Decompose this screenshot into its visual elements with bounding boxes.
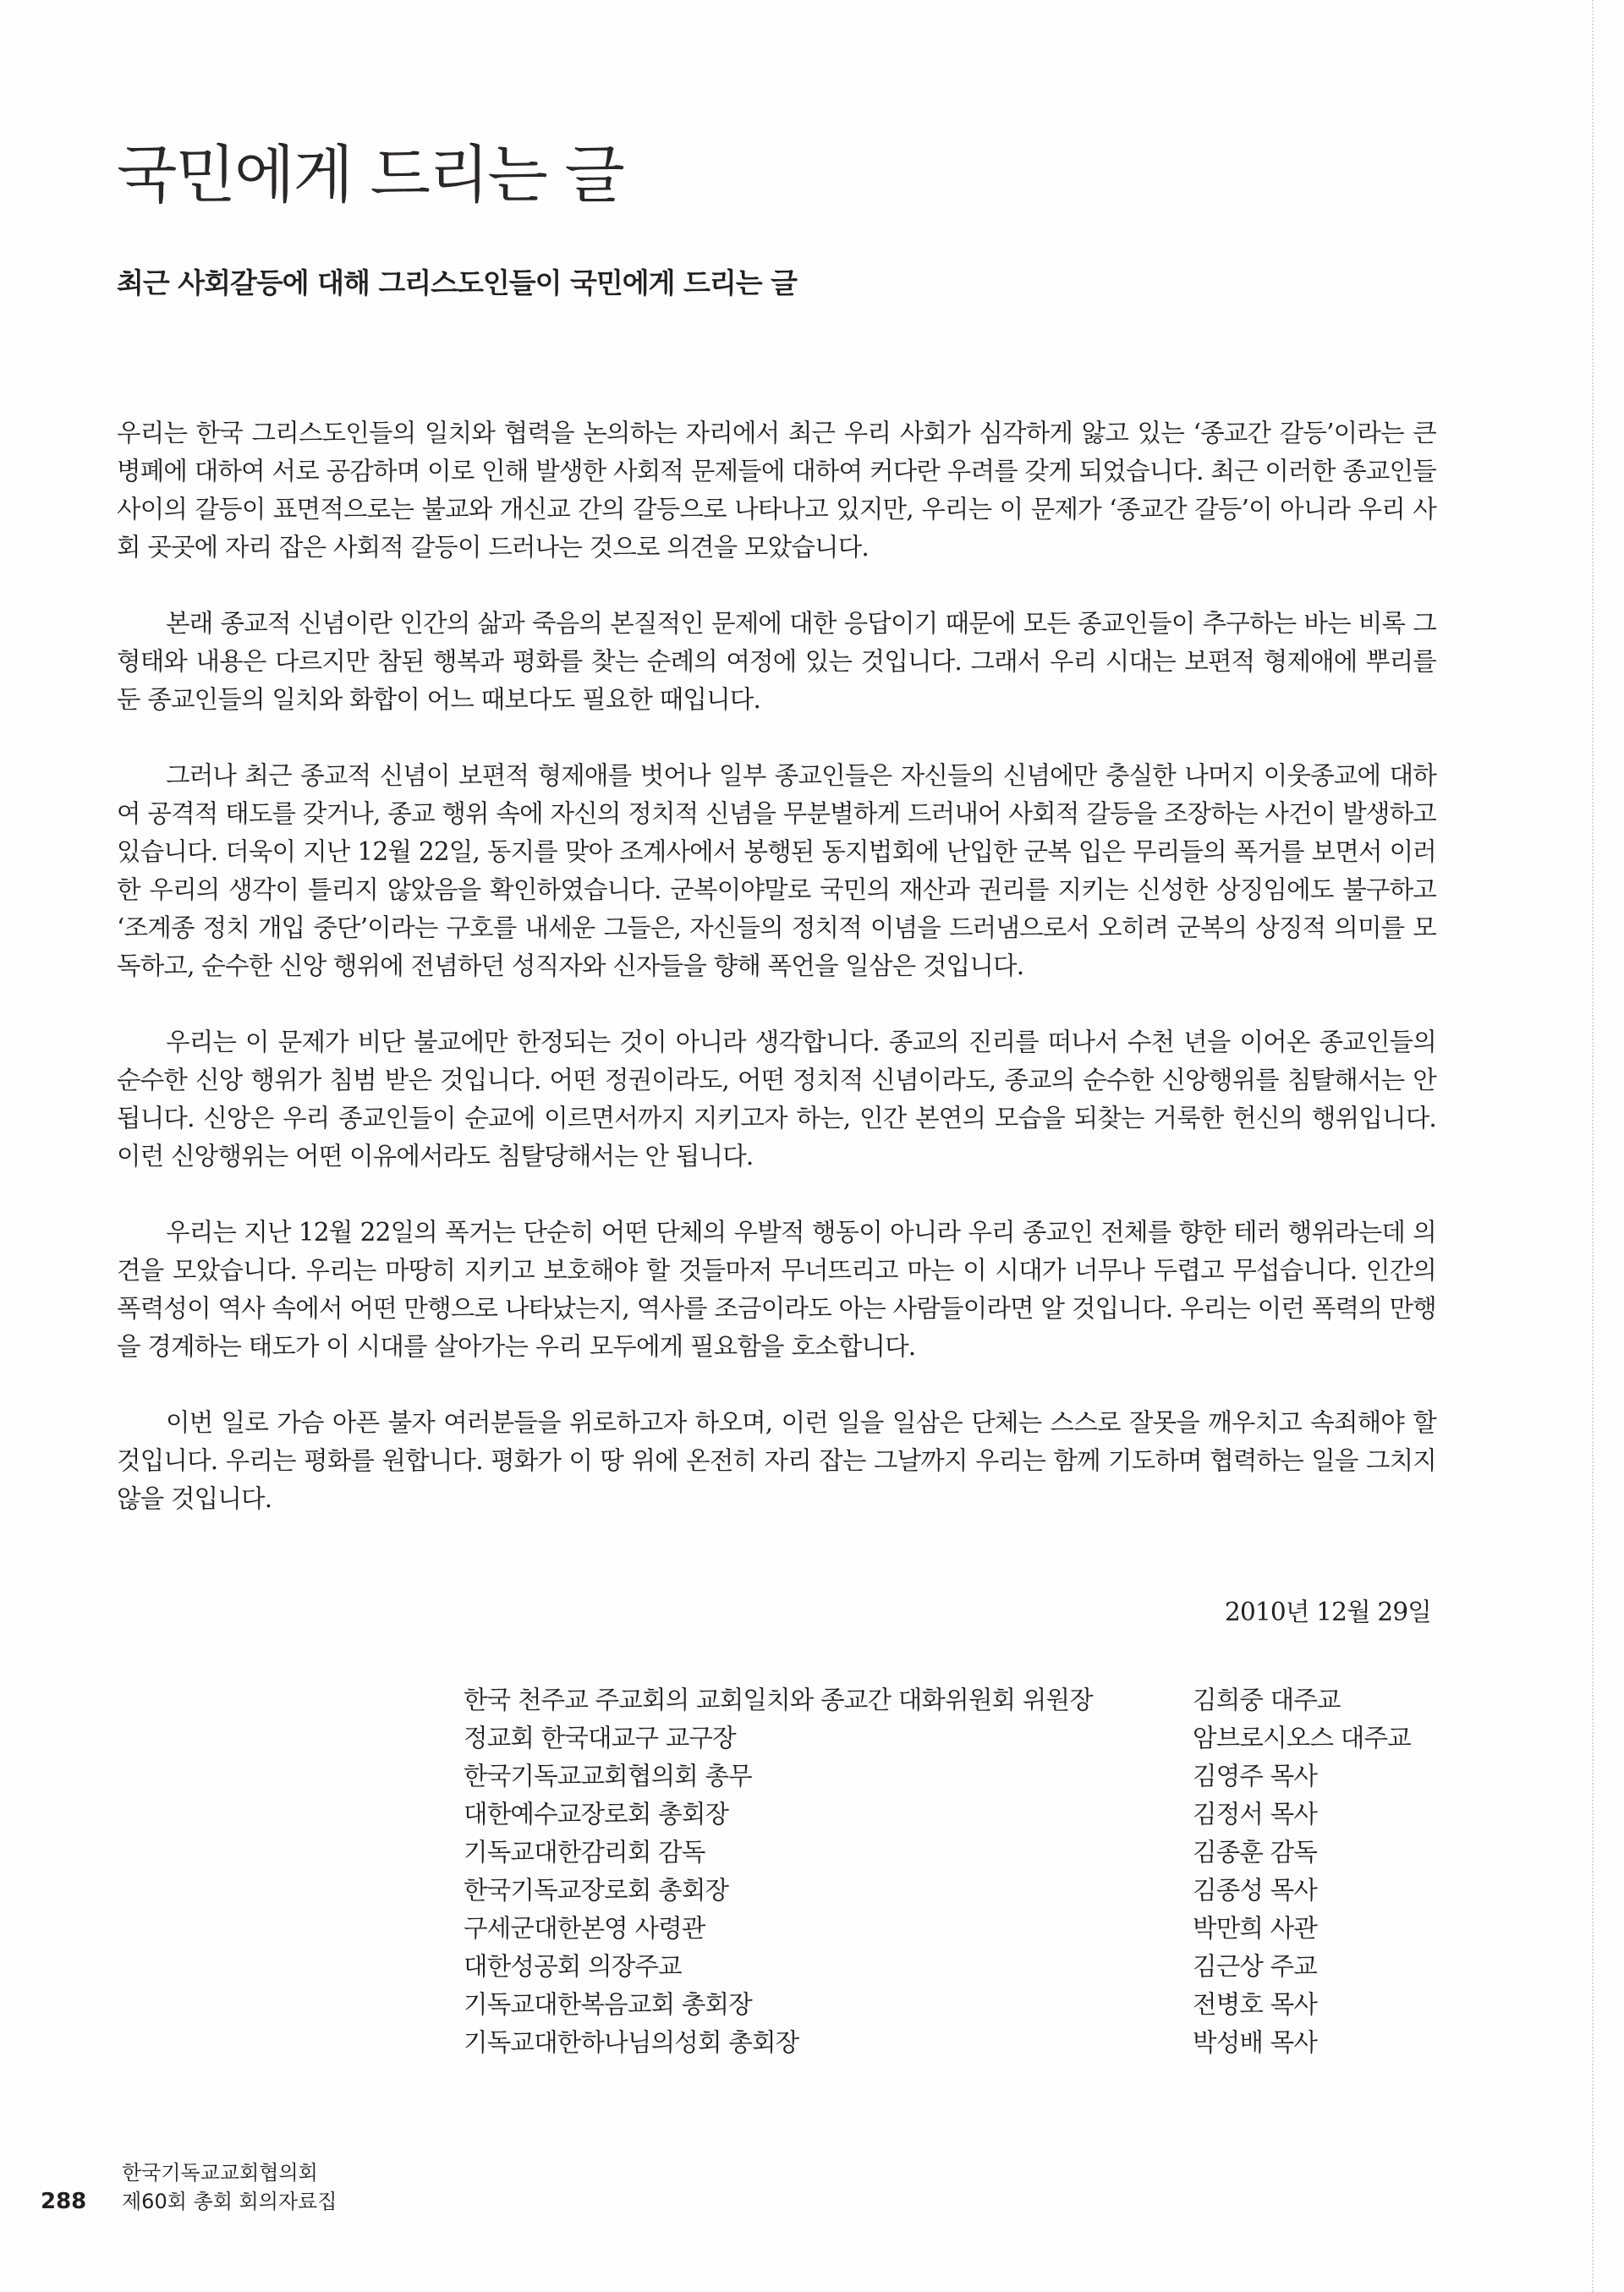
signatory-name: 김영주 목사 [1193,1762,1318,1790]
signatory-row [464,1796,1462,1834]
signatory-organization: 대한성공회 의장주교 [464,1952,682,1981]
page-number: 288 [41,2189,87,2214]
page-title: 국민에게 드리는 글 [117,139,623,211]
signatory-name: 김종훈 감독 [1193,1838,1318,1867]
signatory-row [464,1719,1462,1757]
signatory-row [464,1834,1462,1872]
signatory-organization: 정교회 한국대교구 교구장 [464,1724,736,1752]
signatory-name: 김근상 주교 [1193,1952,1318,1981]
signatory-organization: 기독교대한감리회 감독 [464,1838,705,1867]
publication-info [122,2158,460,2216]
signatory-organization: 한국기독교장로회 총회장 [464,1876,729,1905]
signatory-organization: 기독교대한하나님의성회 총회장 [464,2028,799,2057]
publisher-name: 한국기독교교회협의회 [122,2161,318,2185]
signatory-name: 김정서 목사 [1193,1800,1318,1829]
signatory-organization: 기독교대한복음교회 총회장 [464,1990,752,2019]
publication-title: 제60회 총회 회의자료집 [122,2190,337,2213]
page-edge-divider [1592,0,1594,2292]
signatory-name: 김희중 대주교 [1193,1686,1341,1714]
signatory-name: 암브로시오스 대주교 [1193,1724,1411,1752]
signatory-name: 김종성 목사 [1193,1876,1318,1905]
signatory-row [464,1872,1462,1910]
signatory-row [464,2024,1462,2062]
signatory-row [464,1948,1462,1986]
signatory-organization: 한국기독교교회협의회 총무 [464,1762,752,1790]
signatory-row [464,1910,1462,1948]
paragraph-2: 본래 종교적 신념이란 인간의 삶과 죽음의 본질적인 문제에 대한 응답이기 때문에 모든 종교인들이 추구하는 바는 비록 그 형태와 내용은 다르지만 참된 행복과 평화를 찾는 순례의 여정에 있는 것입니다. 그래서 우리 시대는 보편적 형제애에 뿌리를 둔 종교인들의 일치와 화합이 어느 때보다도 필요한 때입니다. [117,609,1436,714]
letter-body [117,414,1436,1556]
paragraph-5: 우리는 지난 12월 22일의 폭거는 단순히 어떤 단체의 우발적 행동이 아니라 우리 종교인 전체를 향한 테러 행위라는데 의견을 모았습니다. 우리는 마땅히 지키고 보호해야 할 것들마저 무너뜨리고 마는 이 시대가 너무나 두렵고 무섭습니다. 인간의 폭력성이 역사 속에서 어떤 만행으로 나타났는지, 역사를 조금이라도 아는 사람들이라면 알 것입니다. 우리는 이런 폭력의 만행을 경계하는 태도가 이 시대를 살아가는 우리 모두에게 필요함을 호소합니다. [117,1218,1436,1361]
signatory-name: 박성배 목사 [1193,2028,1318,2057]
signatory-organization: 구세군대한본영 사령관 [464,1914,705,1943]
paragraph-6: 이번 일로 가슴 아픈 불자 여러분들을 위로하고자 하오며, 이런 일을 일삼은 단체는 스스로 잘못을 깨우치고 속죄해야 할 것입니다. 우리는 평화를 원합니다. 평화가 이 땅 위에 온전히 자리 잡는 그날까지 우리는 함께 기도하며 협력하는 일을 그치지 않을 것입니다. [117,1408,1436,1513]
signatory-name: 전병호 목사 [1193,1990,1318,2019]
letter-date: 2010년 12월 29일 [1225,1598,1431,1626]
signatory-row [464,1681,1462,1719]
signatory-row [464,1757,1462,1796]
page-subtitle: 최근 사회갈등에 대해 그리스도인들이 국민에게 드리는 글 [117,266,798,299]
signatory-organization: 대한예수교장로회 총회장 [464,1800,729,1829]
paragraph-3: 그러나 최근 종교적 신념이 보편적 형제애를 벗어나 일부 종교인들은 자신들의 신념에만 충실한 나머지 이웃종교에 대하여 공격적 태도를 갖거나, 종교 행위 속에 자신의 정치적 신념을 무분별하게 드러내어 사회적 갈등을 조장하는 사건이 발생하고 있습니다. 더욱이 지난 12월 22일, 동지를 맞아 조계사에서 봉행된 동지법회에 난입한 군복 입은 무리들의 폭거를 보면서 이러한 우리의 생각이 틀리지 않았음을 확인하였습니다. 군복이야말로 국민의 재산과 권리를 지키는 신성한 상징임에도 불구하고 ‘조계종 정치 개입 중단’이라는 구호를 내세운 그들은, 자신들의 정치적 이념을 드러냄으로서 오히려 군복의 상징적 의미를 모독하고, 순수한 신앙 행위에 전념하던 성직자와 신자들을 향해 폭언을 일삼은 것입니다. [117,761,1436,980]
signatory-organization: 한국 천주교 주교회의 교회일치와 종교간 대화위원회 위원장 [464,1686,1093,1714]
signatory-row [464,1986,1462,2024]
paragraph-4: 우리는 이 문제가 비단 불교에만 한정되는 것이 아니라 생각합니다. 종교의 진리를 떠나서 수천 년을 이어온 종교인들의 순수한 신앙 행위가 침범 받은 것입니다. 어떤 정권이라도, 어떤 정치적 신념이라도, 종교의 순수한 신앙행위를 침탈해서는 안 됩니다. 신앙은 우리 종교인들이 순교에 이르면서까지 지키고자 하는, 인간 본연의 모습을 되찾는 거룩한 헌신의 행위입니다. 이런 신앙행위는 어떤 이유에서라도 침탈당해서는 안 됩니다. [117,1028,1436,1171]
paragraph-1: 우리는 한국 그리스도인들의 일치와 협력을 논의하는 자리에서 최근 우리 사회가 심각하게 앓고 있는 ‘종교간 갈등’이라는 큰 병폐에 대하여 서로 공감하며 이로 인해 발생한 사회적 문제들에 대하여 커다란 우려를 갖게 되었습니다. 최근 이러한 종교인들 사이의 갈등이 표면적으로는 불교와 개신교 간의 갈등으로 나타나고 있지만, 우리는 이 문제가 ‘종교간 갈등’이 아니라 우리 사회 곳곳에 자리 잡은 사회적 갈등이 드러나는 것으로 의견을 모았습니다. [117,419,1436,562]
signatory-list [464,1681,1462,2062]
signatory-name: 박만희 사관 [1193,1914,1318,1943]
